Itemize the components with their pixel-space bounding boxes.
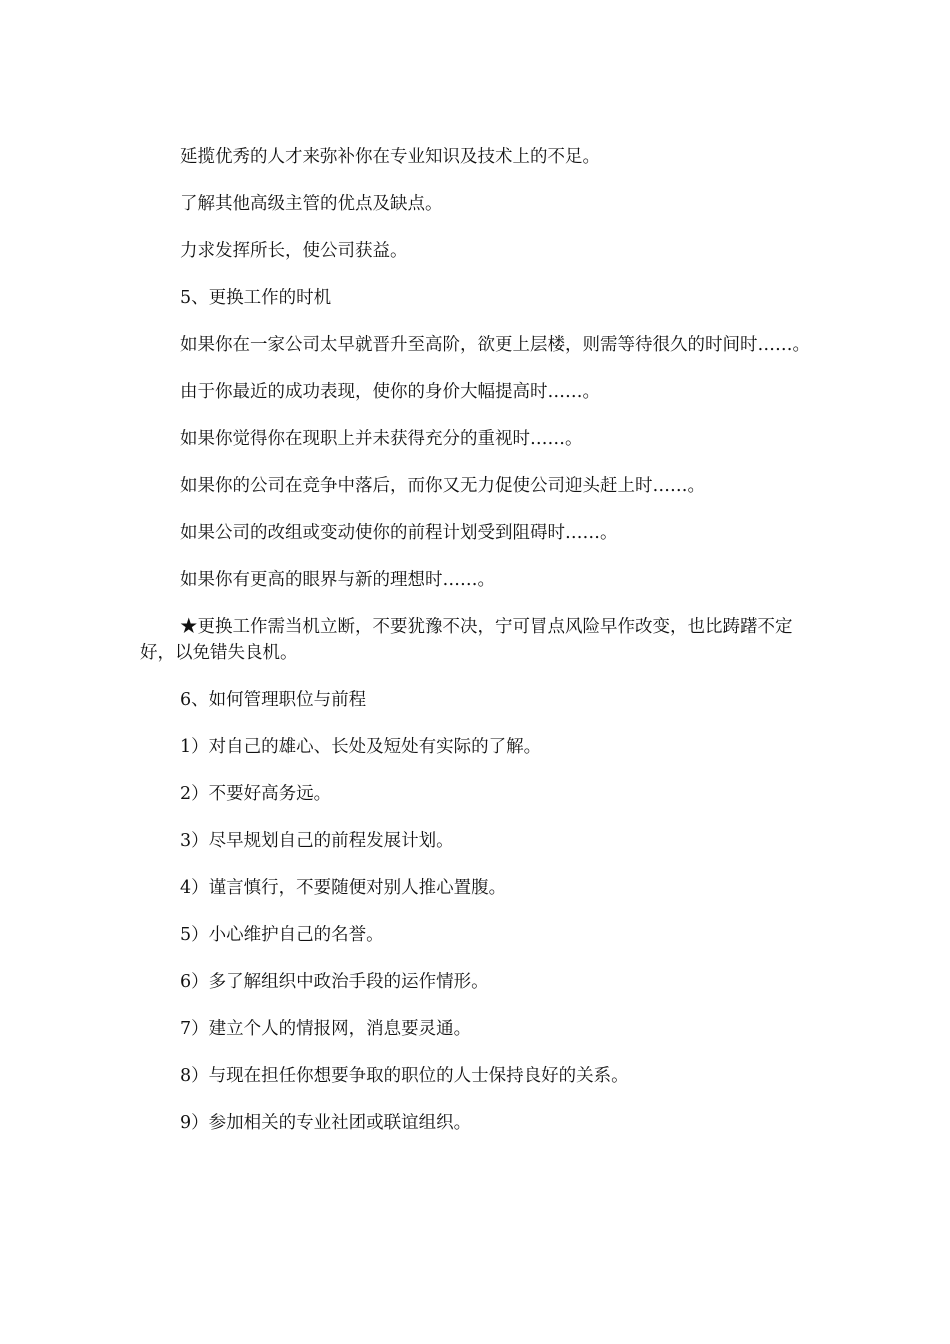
paragraph: 延揽优秀的人才来弥补你在专业知识及技术上的不足。: [180, 147, 600, 167]
paragraph: 力求发挥所长，使公司获益。: [180, 241, 408, 261]
list-item: 8）与现在担任你想要争取的职位的人士保持良好的关系。: [180, 1066, 629, 1086]
paragraph: 如果公司的改组或变动使你的前程计划受到阻碍时……。: [180, 523, 618, 543]
paragraph: 如果你觉得你在现职上并未获得充分的重视时……。: [180, 429, 583, 449]
paragraph: 由于你最近的成功表现，使你的身价大幅提高时……。: [180, 382, 600, 402]
list-item: 2）不要好高务远。: [180, 784, 332, 804]
note-paragraph: ★更换工作需当机立断，不要犹豫不决，宁可冒点风险早作改变，也比踌躇不定好，以免错失良机。: [140, 617, 793, 663]
paragraph: 如果你的公司在竞争中落后，而你又无力促使公司迎头赶上时……。: [180, 476, 705, 496]
section-heading: 6、如何管理职位与前程: [180, 690, 367, 710]
list-item: 4）谨言慎行，不要随便对别人推心置腹。: [180, 878, 507, 898]
list-item: 3）尽早规划自己的前程发展计划。: [180, 831, 454, 851]
list-item: 9）参加相关的专业社团或联谊组织。: [180, 1113, 472, 1133]
list-item: 1）对自己的雄心、长处及短处有实际的了解。: [180, 737, 542, 757]
document-body: [140, 144, 820, 1157]
paragraph: 如果你在一家公司太早就晋升至高阶，欲更上层楼，则需等待很久的时间时……。: [180, 335, 810, 355]
paragraph: 如果你有更高的眼界与新的理想时……。: [180, 570, 495, 590]
section-heading: 5、更换工作的时机: [180, 288, 332, 308]
list-item: 5）小心维护自己的名誉。: [180, 925, 384, 945]
list-item: 6）多了解组织中政治手段的运作情形。: [180, 972, 489, 992]
paragraph: 了解其他高级主管的优点及缺点。: [180, 194, 443, 214]
list-item: 7）建立个人的情报网，消息要灵通。: [180, 1019, 472, 1039]
